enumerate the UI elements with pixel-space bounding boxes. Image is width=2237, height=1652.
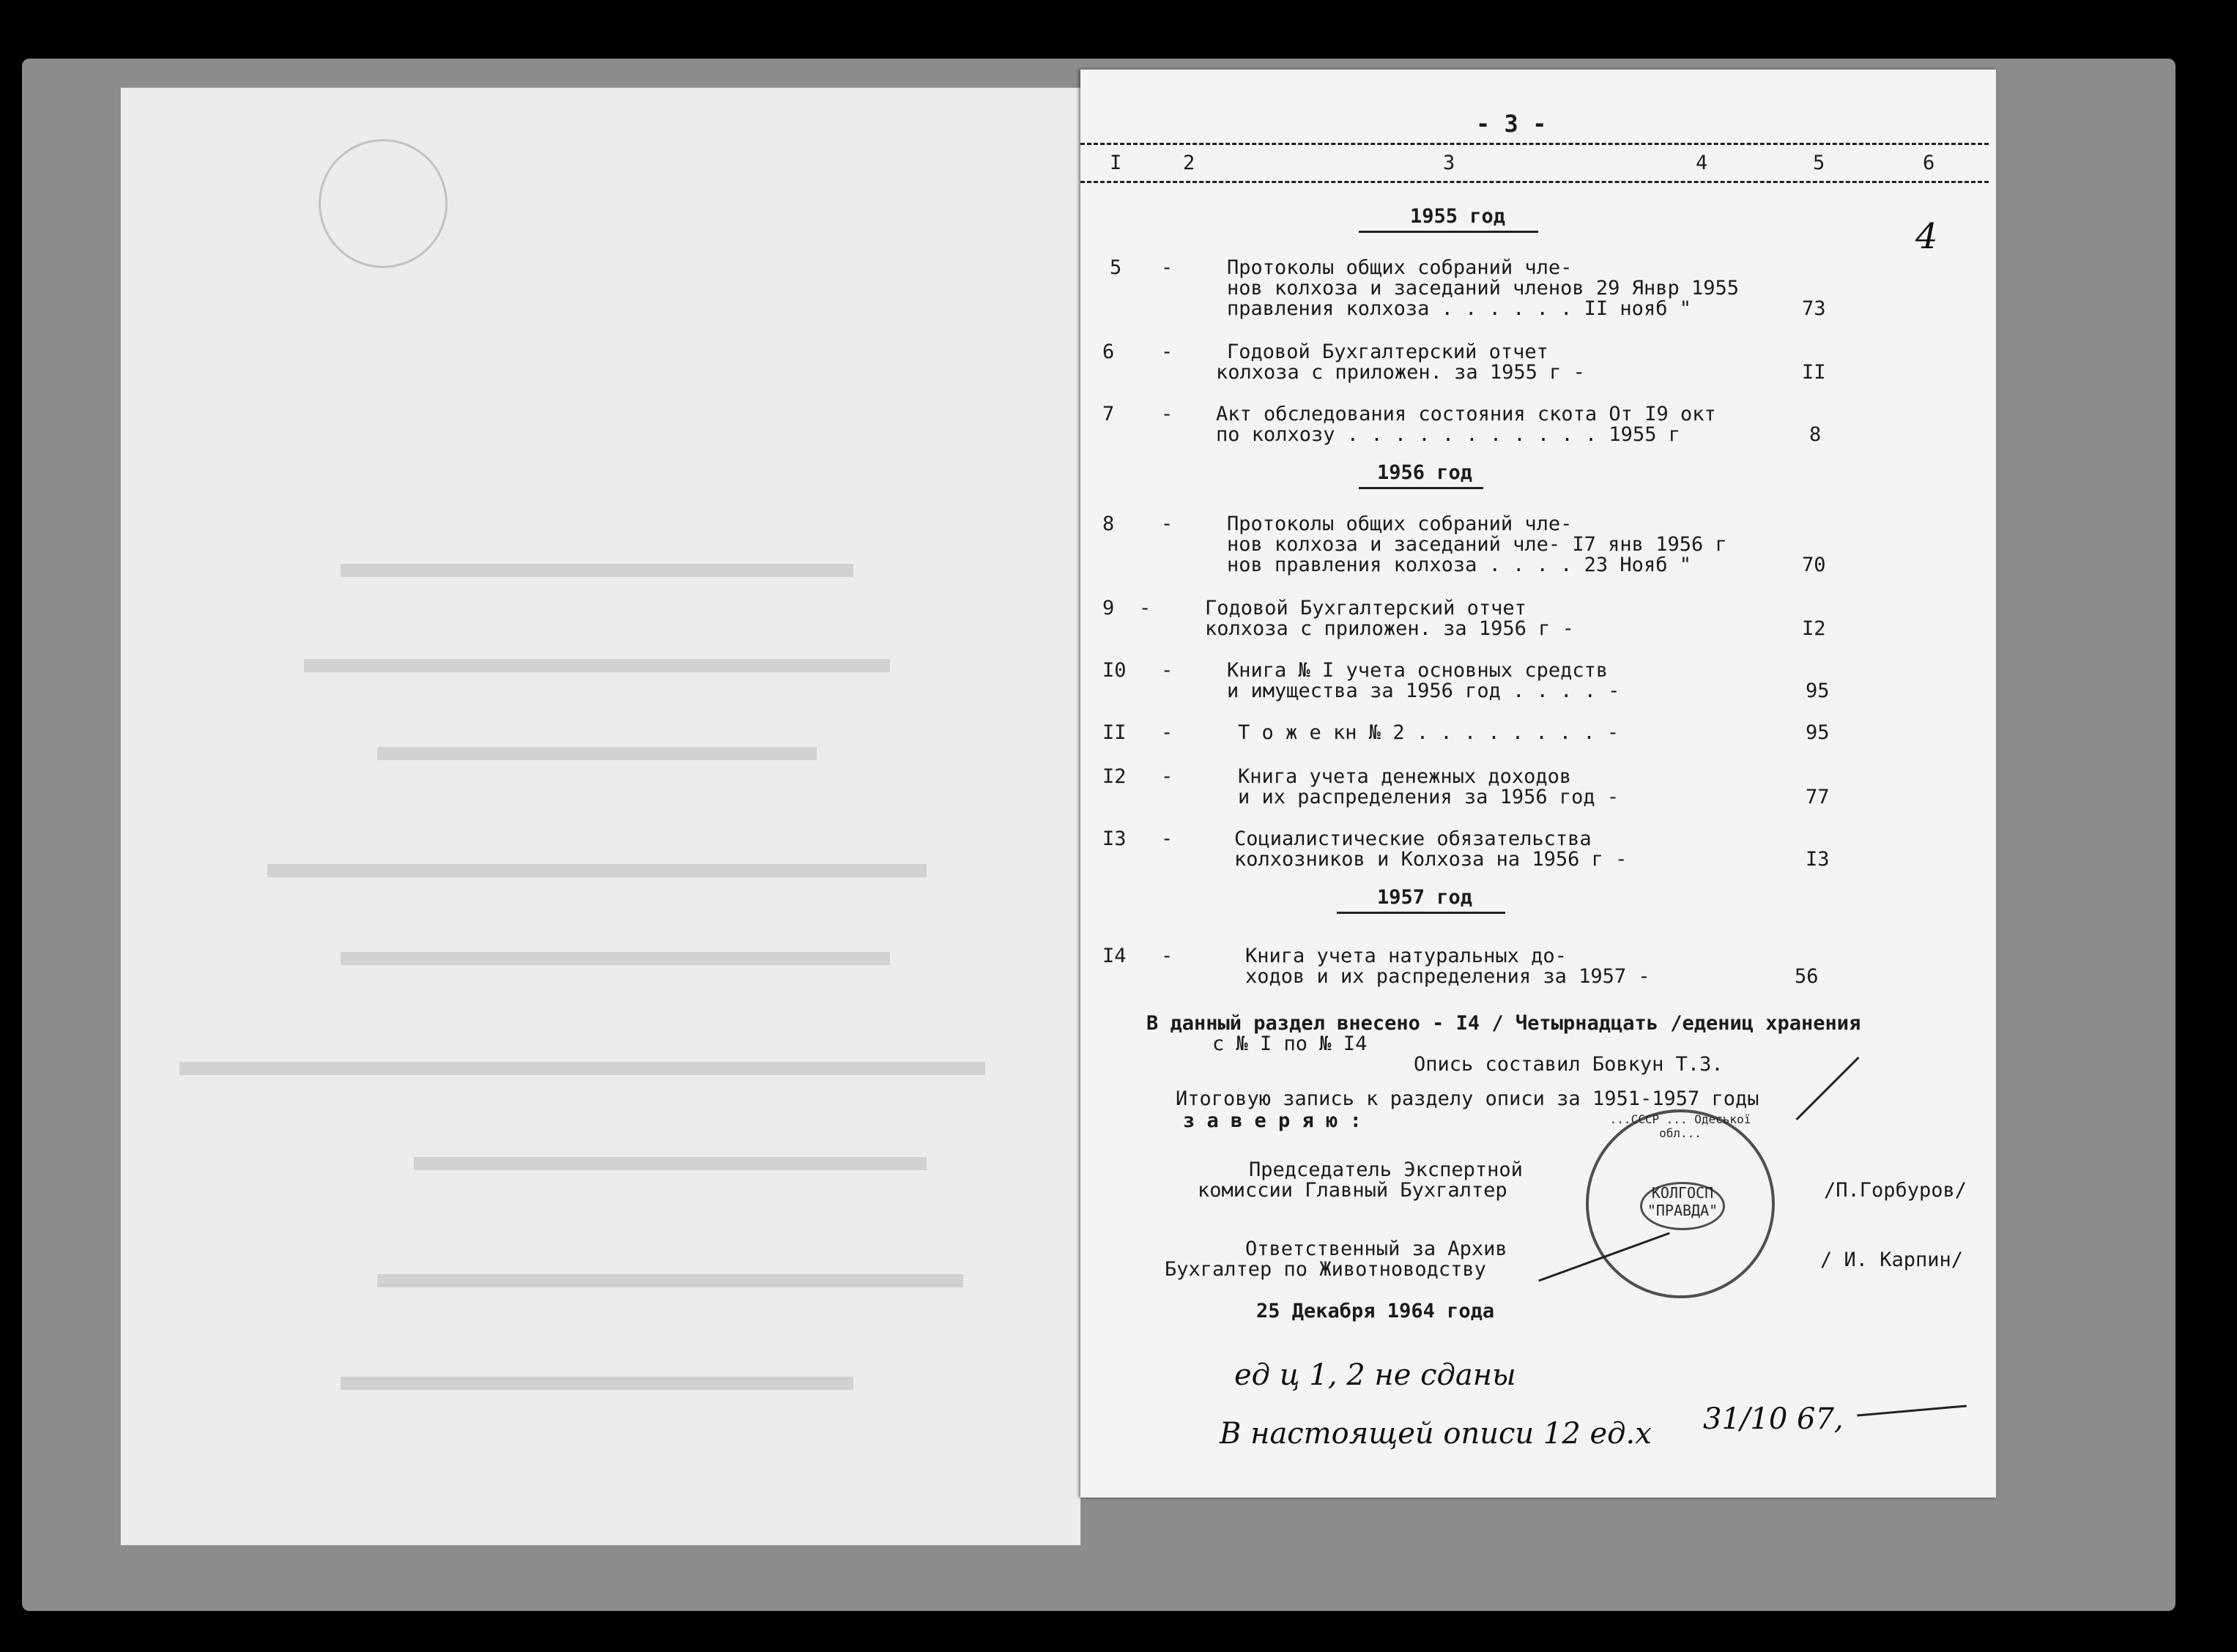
row-sheet-count: 95 <box>1806 721 1830 744</box>
row-number: I2 <box>1102 765 1127 788</box>
row-title-line: Книга № I учета основных средств <box>1227 659 1609 682</box>
header-rule-top <box>1080 143 1989 145</box>
col-header-1: I <box>1110 152 1122 174</box>
ghost-text-line <box>377 747 817 760</box>
document-date: 25 Декабря 1964 года <box>1256 1300 1495 1322</box>
row-sheet-count: 70 <box>1802 554 1826 576</box>
chair-title: Председатель Экспертной <box>1249 1158 1523 1181</box>
ghost-text-line <box>341 952 890 965</box>
section-underline <box>1337 912 1505 914</box>
row-title-line: Социалистические обязательства <box>1234 827 1592 850</box>
row-sheet-count: II <box>1802 361 1826 384</box>
chair-title: комиссии Главный Бухгалтер <box>1198 1179 1507 1202</box>
left-page-bleed-through <box>121 88 1080 1545</box>
section-1957: 1957 год <box>1377 886 1473 909</box>
page-number: - 3 - <box>1476 110 1547 138</box>
row-title-line: Годовой Бухгалтерский отчет <box>1227 341 1548 363</box>
certify-label: з а в е р я ю : <box>1183 1109 1362 1132</box>
col-header-3: 3 <box>1443 152 1455 174</box>
row-title-line: Книга учета денежных доходов <box>1238 765 1572 788</box>
row-sheet-count: 73 <box>1802 297 1826 320</box>
row-title-line: нов правления колхоза . . . . 23 Нояб " <box>1227 554 1691 576</box>
stamp-center-text: КОЛГОСП "ПРАВДА" <box>1640 1182 1725 1230</box>
archive-title: Ответственный за Архив <box>1245 1238 1507 1260</box>
row-title-line: колхоза с приложен. за 1956 г - <box>1205 617 1574 640</box>
row-title-line: нов колхоза и заседаний членов 29 Янвр 1955 <box>1227 277 1739 299</box>
ghost-text-line <box>341 564 853 577</box>
handwritten-date: 31/10 67, <box>1703 1402 1844 1436</box>
row-number: 6 <box>1102 341 1115 363</box>
handwritten-note: В настоящей описи 12 ед.х <box>1220 1417 1652 1451</box>
row-title-line: Протоколы общих собраний чле- <box>1227 513 1573 535</box>
row-sheet-count: 95 <box>1806 680 1830 702</box>
row-sheet-count: I3 <box>1806 848 1830 871</box>
row-dash: - <box>1161 721 1173 744</box>
row-number: II <box>1102 721 1127 744</box>
archive-title: Бухгалтер по Животноводству <box>1165 1258 1486 1281</box>
final-entry: Итоговую запись к разделу описи за 1951-1957 годы <box>1176 1087 1759 1110</box>
row-sheet-count: I2 <box>1802 617 1826 640</box>
section-1956: 1956 год <box>1377 461 1473 484</box>
row-sheet-count: 56 <box>1795 965 1819 988</box>
row-dash: - <box>1161 256 1173 279</box>
row-title-line: ходов и их распределения за 1957 - <box>1245 965 1650 988</box>
ghost-text-line <box>179 1062 985 1075</box>
row-title-line: Акт обследования состояния скота От I9 окт <box>1216 403 1716 425</box>
row-number: 5 <box>1110 256 1122 279</box>
summary-range: с № I по № I4 <box>1212 1032 1368 1055</box>
row-title-line: нов колхоза и заседаний чле- I7 янв 1956 г <box>1227 533 1727 556</box>
row-dash: - <box>1161 945 1173 967</box>
row-dash: - <box>1161 765 1173 788</box>
col-header-6: 6 <box>1923 152 1935 174</box>
row-dash: - <box>1161 403 1173 425</box>
row-number: I0 <box>1102 659 1127 682</box>
row-title-line: и имущества за 1956 год . . . . - <box>1227 680 1620 702</box>
chair-name: /П.Горбуров/ <box>1824 1179 1967 1202</box>
collective-farm-stamp <box>1586 1109 1775 1298</box>
handwritten-page-mark: 4 <box>1915 216 1938 257</box>
row-dash: - <box>1161 827 1173 850</box>
summary-line: В данный раздел внесено - I4 / Четырнадцать /едениц хранения <box>1146 1012 1861 1035</box>
compiled-by: Опись составил Бовкун Т.З. <box>1414 1053 1724 1076</box>
row-title-line: Годовой Бухгалтерский отчет <box>1205 597 1526 620</box>
row-title-line: Протоколы общих собраний чле- <box>1227 256 1573 279</box>
row-dash: - <box>1139 597 1151 620</box>
row-number: 7 <box>1102 403 1115 425</box>
col-header-2: 2 <box>1183 152 1195 174</box>
col-header-4: 4 <box>1696 152 1708 174</box>
row-number: I4 <box>1102 945 1127 967</box>
row-title-line: и их распределения за 1956 год - <box>1238 786 1620 808</box>
handwritten-note: ед ц 1, 2 не сданы <box>1234 1358 1516 1392</box>
ghost-text-line <box>341 1377 853 1390</box>
stamp-ring-text: ...СССР ... Одеської обл... <box>1609 1112 1751 1140</box>
row-number: 8 <box>1102 513 1115 535</box>
ghost-text-line <box>304 659 890 672</box>
row-title-line: Книга учета натуральных до- <box>1245 945 1567 967</box>
col-header-5: 5 <box>1813 152 1825 174</box>
row-sheet-count: 8 <box>1809 423 1822 446</box>
row-number: 9 <box>1102 597 1115 620</box>
signature-stroke <box>1796 1057 1860 1120</box>
row-dash: - <box>1161 659 1173 682</box>
section-1955: 1955 год <box>1410 205 1506 228</box>
section-underline <box>1359 487 1483 489</box>
row-title-line: правления колхоза . . . . . . II нояб " <box>1227 297 1691 320</box>
row-number: I3 <box>1102 827 1127 850</box>
row-dash: - <box>1161 513 1173 535</box>
ghost-stamp <box>319 139 448 268</box>
document-page <box>1080 70 1996 1497</box>
row-title-line: колхозников и Колхоза на 1956 г - <box>1234 848 1628 871</box>
ghost-text-line <box>267 864 927 877</box>
section-underline <box>1359 231 1538 233</box>
row-sheet-count: 77 <box>1806 786 1830 808</box>
row-dash: - <box>1161 341 1173 363</box>
ghost-text-line <box>414 1157 927 1170</box>
header-rule-bottom <box>1080 181 1989 183</box>
archive-name: / И. Карпин/ <box>1820 1249 1964 1271</box>
handwritten-signature <box>1857 1404 1967 1416</box>
ghost-text-line <box>377 1274 963 1287</box>
row-title-line: Т о ж е кн № 2 . . . . . . . . - <box>1238 721 1620 744</box>
row-title-line: колхоза с приложен. за 1955 г - <box>1216 361 1585 384</box>
row-title-line: по колхозу . . . . . . . . . . . 1955 г <box>1216 423 1680 446</box>
